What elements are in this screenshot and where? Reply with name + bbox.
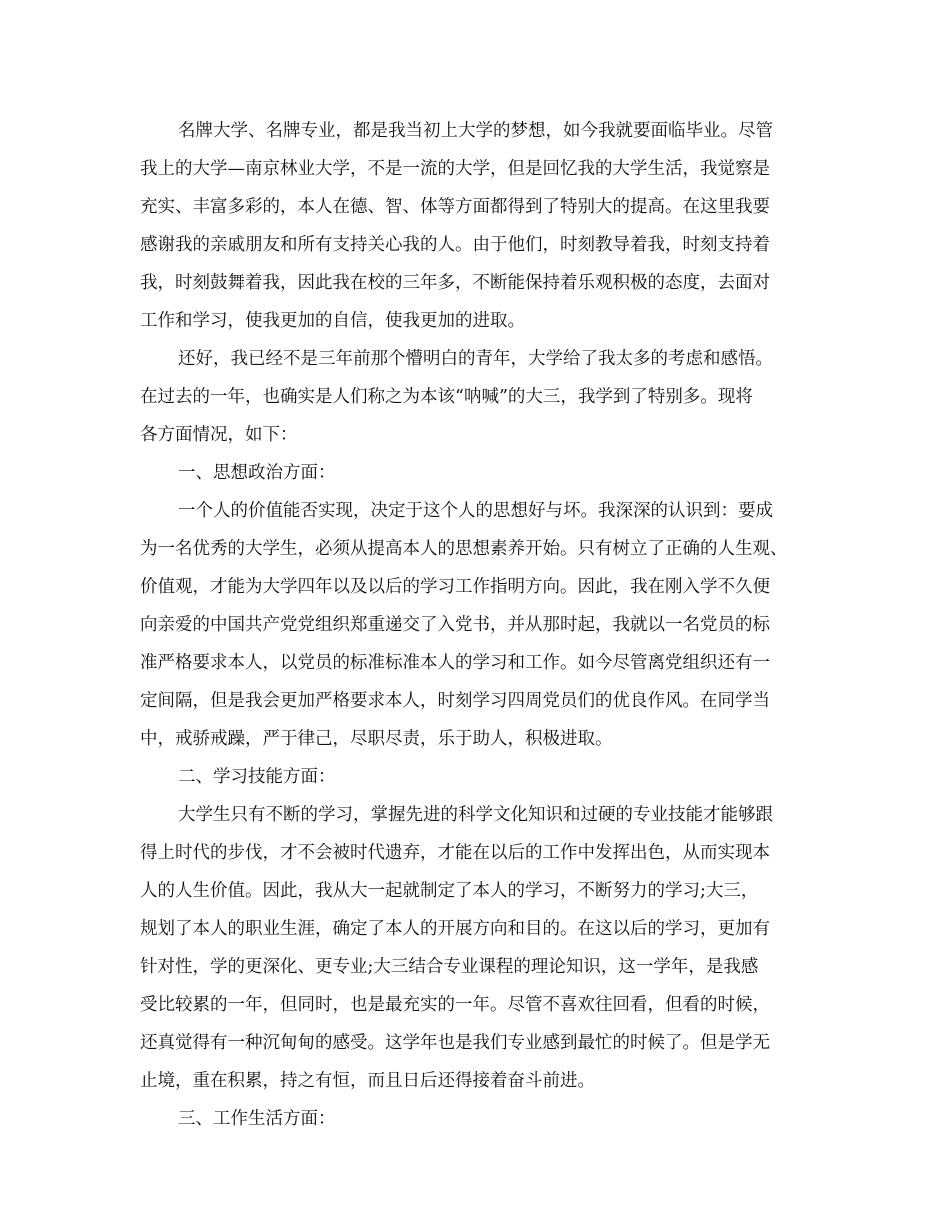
section-heading-political: 一、思想政治方面： bbox=[178, 463, 336, 483]
paragraph-4-line-7: 还真觉得有一种沉甸甸的感受。这学年也是我们专业感到最忙的时候了。但是学无 bbox=[140, 1033, 770, 1053]
paragraph-3-line-4: 向亲爱的中国共产党党组织郑重递交了入党书，并从那时起，我就以一名党员的标 bbox=[140, 615, 770, 635]
paragraph-4-line-5: 针对性，学的更深化、更专业;大三结合专业课程的理论知识，这一学年，是我感 bbox=[140, 957, 759, 977]
paragraph-4-line-2: 得上时代的步伐，才不会被时代遗弃，才能在以后的工作中发挥出色，从而实现本 bbox=[140, 843, 770, 863]
paragraph-2-line-3: 各方面情况，如下： bbox=[140, 425, 298, 445]
paragraph-1-line-3: 充实、丰富多彩的，本人在德、智、体等方面都得到了特别大的提高。在这里我要 bbox=[140, 197, 770, 217]
paragraph-3-line-5: 准严格要求本人，以党员的标准标准本人的学习和工作。如今尽管离党组织还有一 bbox=[140, 653, 770, 673]
paragraph-4-line-8: 止境，重在积累，持之有恒，而且日后还得接着奋斗前进。 bbox=[140, 1071, 595, 1091]
paragraph-1-line-4: 感谢我的亲戚朋友和所有支持关心我的人。由于他们，时刻教导着我，时刻支持着 bbox=[140, 235, 770, 255]
paragraph-3-line-2: 为一名优秀的大学生，必须从提高本人的思想素养开始。只有树立了正确的人生观、 bbox=[140, 539, 788, 559]
paragraph-3-line-3: 价值观，才能为大学四年以及以后的学习工作指明方向。因此，我在刚入学不久便 bbox=[140, 577, 770, 597]
paragraph-3-line-7: 中，戒骄戒躁，严于律己，尽职尽责，乐于助人，积极进取。 bbox=[140, 729, 613, 749]
paragraph-4-line-3: 人的人生价值。因此，我从大一起就制定了本人的学习，不断努力的学习;大三， bbox=[140, 881, 759, 901]
paragraph-3-line-6: 定间隔，但是我会更加严格要求本人，时刻学习四周党员们的优良作风。在同学当 bbox=[140, 691, 770, 711]
paragraph-1-line-5: 我，时刻鼓舞着我，因此我在校的三年多，不断能保持着乐观积极的态度，去面对 bbox=[140, 273, 770, 293]
paragraph-3-line-1: 一个人的价值能否实现，决定于这个人的思想好与坏。我深深的认识到：要成 bbox=[178, 501, 773, 521]
paragraph-1-line-1: 名牌大学、名牌专业，都是我当初上大学的梦想，如今我就要面临毕业。尽管 bbox=[178, 121, 773, 141]
section-heading-work-life: 三、工作生活方面： bbox=[178, 1109, 336, 1129]
paragraph-1-line-2: 我上的大学—南京林业大学，不是一流的大学，但是回忆我的大学生活，我觉察是 bbox=[140, 159, 770, 179]
paragraph-4-line-1: 大学生只有不断的学习，掌握先进的科学文化知识和过硬的专业技能才能够跟 bbox=[178, 805, 773, 825]
paragraph-2-line-2: 在过去的一年，也确实是人们称之为本该“呐喊”的大三，我学到了特别多。现将 bbox=[140, 387, 753, 407]
paragraph-4-line-4: 规划了本人的职业生涯，确定了本人的开展方向和目的。在这以后的学习，更加有 bbox=[140, 919, 770, 939]
paragraph-1-line-6: 工作和学习，使我更加的自信，使我更加的进取。 bbox=[140, 311, 525, 331]
paragraph-4-line-6: 受比较累的一年，但同时，也是最充实的一年。尽管不喜欢往回看，但看的时候， bbox=[140, 995, 770, 1015]
section-heading-study: 二、学习技能方面： bbox=[178, 767, 336, 787]
paragraph-2-line-1: 还好，我已经不是三年前那个懵明白的青年，大学给了我太多的考虑和感悟。 bbox=[178, 349, 773, 369]
